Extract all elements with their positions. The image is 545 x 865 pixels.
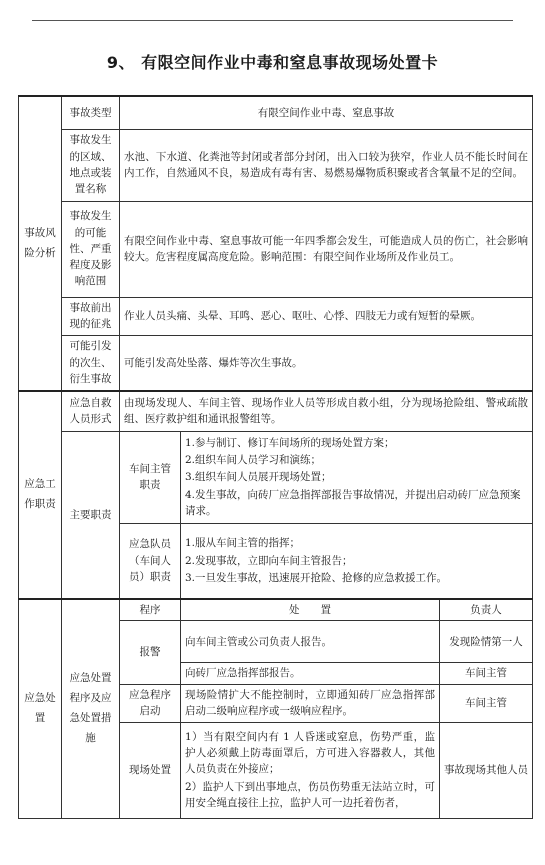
- step-onsite: 现场处置: [120, 722, 181, 818]
- list-item: 2）监护人下到出事地点，伤员伤势重无法站立时，可用安全绳直接往上拉，监护人可一边托着伤者，: [185, 780, 435, 809]
- risk-label-location: 事故发生的区域、地点或装置名称: [62, 129, 120, 201]
- risk-label-signs: 事故前出现的征兆: [62, 297, 120, 335]
- risk-section-label: 事故风险分析: [19, 96, 62, 391]
- list-item: 2.组织车间人员学习和演练；: [185, 454, 322, 467]
- alarm-owner-1: 发现险情第一人: [440, 621, 533, 663]
- page-title: 9、 有限空间作业中毒和窒息事故现场处置卡: [106, 53, 439, 72]
- alarm-owner-2: 车间主管: [440, 663, 533, 684]
- header-owner: 负责人: [440, 599, 533, 621]
- header-step: 程序: [120, 599, 181, 621]
- duties-section-label: 应急工作职责: [19, 391, 62, 599]
- alarm-action-2: 向砖厂应急指挥部报告。: [181, 663, 440, 684]
- list-item: 2.发现事故，立即向车间主管报告；: [185, 554, 353, 567]
- main-duties-label: 主要职责: [62, 431, 120, 599]
- risk-label-secondary: 可能引发的次生、衍生事故: [62, 335, 120, 391]
- list-item: 1.服从车间主管的指挥；: [185, 537, 301, 550]
- self-rescue-content: 由现场发现人、车间主管、现场作业人员等形成自救小组，分为现场抢险组、警戒疏散组、医疗救护组和通讯报警组等。: [120, 391, 533, 431]
- risk-content-secondary: 可能引发高处坠落、爆炸等次生事故。: [120, 335, 533, 391]
- alarm-action-1: 向车间主管或公司负责人报告。: [181, 621, 440, 663]
- start-action: 现场险情扩大不能控制时，立即通知砖厂应急指挥部启动二级响应程序或一级响应程序。: [181, 684, 440, 722]
- risk-label-severity: 事故发生的可能性、严重程度及影响范围: [62, 201, 120, 297]
- onsite-action-list: [181, 722, 440, 818]
- list-item: 1.参与制订、修订车间场所的现场处置方案；: [185, 436, 395, 449]
- onsite-owner: 事故现场其他人员: [440, 722, 533, 818]
- risk-content-signs: 作业人员头痛、头晕、耳鸣、恶心、呕吐、心悸、四肢无力或有短暂的晕厥。: [120, 297, 533, 335]
- role-label-supervisor: 车间主管职责: [120, 431, 181, 523]
- risk-content-location: 水池、下水道、化粪池等封闭或者部分封闭，出入口较为狭窄，作业人员不能长时间在内工作，自然通风不良，易造成有毒有害、易燃易爆物质积聚或者含氧量不足的空间。: [120, 129, 533, 201]
- step-start: 应急程序启动: [120, 684, 181, 722]
- disposal-card-table: [18, 95, 533, 819]
- risk-label-type: 事故类型: [62, 96, 120, 129]
- response-sub-label: 应急处置程序及应急处置措施: [62, 599, 120, 818]
- risk-content-severity: 有限空间作业中毒、窒息事故可能一年四季都会发生，可能造成人员的伤亡，社会影响较大。危害程度属高度危险。影响范围：有限空间作业场所及作业员工。: [120, 201, 533, 297]
- step-alarm: 报警: [120, 621, 181, 684]
- risk-content-type: 有限空间作业中毒、窒息事故: [120, 96, 533, 129]
- list-item: 3.组织车间人员展开现场处置；: [185, 471, 332, 484]
- start-owner: 车间主管: [440, 684, 533, 722]
- header-action: 处 置: [181, 599, 440, 621]
- supervisor-duty-list: [181, 431, 533, 523]
- header-rule: [32, 20, 513, 21]
- list-item: 3.一旦发生事故，迅速展开抢险、抢修的应急救援工作。: [185, 571, 448, 584]
- response-section-label: 应急处置: [19, 599, 62, 818]
- role-label-team: 应急队员（车间人员）职责: [120, 523, 181, 599]
- self-rescue-label: 应急自救人员形式: [62, 391, 120, 431]
- list-item: 1）当有限空间内有 1 人昏迷或窒息，伤势严重，监护人必须戴上防毒面罩后，方可进入容器救人，其他人员负责在外接应；: [185, 730, 435, 776]
- list-item: 4.发生事故，向砖厂应急指挥部报告事故情况，并提出启动砖厂应急预案请求。: [185, 488, 521, 517]
- team-duty-list: [181, 523, 533, 599]
